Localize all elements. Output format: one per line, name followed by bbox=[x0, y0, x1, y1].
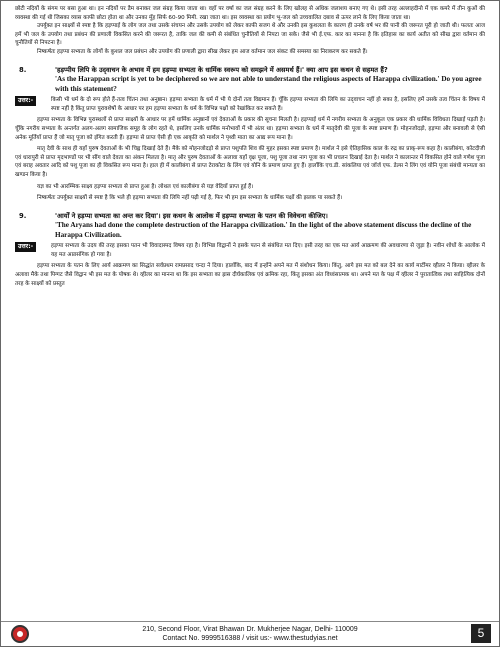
page-content bbox=[15, 5, 485, 288]
question-body bbox=[55, 212, 485, 241]
footer-contact: Contact No. 9999516388 / visit us:- www.thestudyias.net bbox=[162, 635, 338, 642]
answer-paragraph: यज्ञ का भी आरम्भिक साक्ष्य हड़प्पा सभ्यता से प्राप्त हुआ है। लोथल एवं कालीबंगा से यज्ञ वेदियाँ प्राप्त हुई हैं। bbox=[37, 183, 254, 190]
paragraph: उपर्युक्त इन साक्ष्यों से स्पष्ट है कि हड़प्पाई के लोग जल तथा उसके संचयन और उसके उपयोग को लेकर काफी सजग थे और उनकी इस कुशलता के कारण ही उनके वर्ष भर की पानी की जरूरत पूरी हो जाती थी। फलतः आज हमें भी जल के उपयोग तथा प्रबंधन की प्रणाली विकसित करने की जरूरत है, ताकि जल की कमी से संबंधित चुनौतियों से निपटा जा सके। जैसे भी ई.एफ. कार का मानना है कि इतिहास का कार्य अतीत को सीख द्वारा वर्तमान की चुनौतियों से निपटना है। bbox=[15, 23, 485, 47]
question-8 bbox=[15, 66, 485, 95]
answer-paragraph: हड़प्पा सभ्यता के पतन के लिए आर्य आक्रमण का सिद्धांत सर्वप्रथम रामप्रसाद चन्दा ने दिया। हालाँकि, बाद में इन्होंने अपने मत में संशोधन किया। किंतु, आगे इस मत को बल देने का कार्य मार्टीमर व्हीलर ने किया। व्हीलर के अलावा मैके तथा पिग्गट जैसे विद्वान भी इस मत के पोषक थे। व्हीलर का मानना था कि इस सभ्यता का ह्रास दीर्घकालिक एवं क्रमिक रहा, किंतु इसका अंत विध्वंसात्मक था। अपने मत के पक्ष में व्हीलर ने पुरातात्विक तथा साहित्यिक दोनों तरह के साक्ष्यों को प्रस्तुत bbox=[15, 263, 485, 287]
answer-9 bbox=[15, 242, 485, 259]
answer-tag: उत्तर:- bbox=[15, 242, 36, 252]
answer-paragraph: निष्कर्षतः उपर्युक्त साक्ष्यों से स्पष्ट है कि भले ही हड़प्पा सभ्यता की लिपि नहीं पढ़ी गई है, फिर भी हम इस सभ्यता के धार्मिक पक्षों की झलक पा सकते हैं। bbox=[37, 195, 343, 202]
answer-paragraph: किसी भी धर्म के दो रूप होते हैं-तत्व चिंतन तथा अनुष्ठान। हड़प्पा सभ्यता के धर्म में भी ये दोनों तत्व विद्यमान हैं। चूँकि हड़प्पा सभ्यता की लिपि का उद्‌वाचन नहीं हो सका है, इसलिए हमें उसके तत्व चिंतन के विषय में स्पष्ट नहीं है किंतु प्राप्त पुरावशेषों के आधार पर हम हड़प्पा सभ्यता के धर्म के विभिन्न पक्षों को रेखांकित कर सकते हैं। bbox=[51, 97, 485, 112]
institute-logo-icon bbox=[11, 625, 29, 643]
answer-8 bbox=[15, 96, 485, 113]
page-number: 5 bbox=[471, 624, 491, 643]
answer-paragraph: हड़प्पा सभ्यता के उदय की तरह इसका पतन भी विवादास्पद विषय रहा है। विभिन्न विद्वानों ने इसके पतन से संबंधित मत दिए। इसी तरह का एक मत आर्य आक्रमण की अवधारणा से जुड़ा है। नवीन शोधों के आलोक में यह मत अप्रासंगिक हो गया है। bbox=[51, 243, 485, 258]
footer-address: 210, Second Floor, Virat Bhawan Dr. Mukherjee Nagar, Delhi- 110009 bbox=[142, 626, 358, 633]
question-9 bbox=[15, 212, 485, 241]
answer-paragraph: मातृ देवी के साथ ही यहाँ पुरुष देवताओं के भी चिह्न दिखाई देते हैं। मैके को मोहनजोदड़ो से प्राप्त पशुपति शिव की मुहर इसका स्पष्ट प्रमाण है। मार्शल ने इसे ऐतिहासिक काल के रुद्र का प्राक्-रूप कहा है। कालीबंगा, कोटदीजी एवं धारापुरी से प्राप्त मृदभाण्डों पर भी सींग वाले देवता का अंकन मिलता है। मातृ और पुरुष देवताओं के अलावा यहाँ वृक्ष पूजा, पशु पूजा तथा नाग पूजा का भी प्रचलन दिखाई देता है। मार्शल ने कालान्तर में विकसित होने वाले गणेश पूजा एवं बराह अवतार आदि को पशु पूजा का ही विकसित रूप माना है। हाल ही में कालीबंगा से प्राप्त टेराकोटा के लिंग एवं योनि के प्रमाण प्राप्त हुए हैं। हालाँकि एच.डी. सांकलिया एवं जॉर्ज एफ. डेल्स ने लिंग एवं योनि पूजा संबंधी मान्यता का खण्डन किया है। bbox=[15, 146, 485, 178]
footer-address-block bbox=[1, 625, 499, 643]
paragraph: निष्कर्षतः हड़प्पा सभ्यता के लोगों के कुशल जल प्रबंधन और उपयोग की प्रणाली द्वारा सीख लेकर हम आज वर्तमान जल संकट की समस्या का निराकरण कर सकते हैं। bbox=[37, 48, 368, 55]
paragraph: छोटी नदियों के संगम पर बसा हुआ था। इन नदियों पर डैम बनाकर जल संग्रह किया जाता था। वहाँ पर वर्षा का जल संग्रह करने के लिए खोलह से अधिक जलाशय बनाए गए थे। इसी तरह अल्लाहदीनो में एक कमरे में तीन कुओं की व्यवस्था की गई थी जिसका व्यास काफी छोटा होता था और उनका मुँह सिर्फ 60-90 मिमी. रखा जाता था। इस व्यवस्था का प्रयोग भू-जल को उच्चवालित दबाव से ऊपर लाने के लिए किया जाता था। bbox=[15, 6, 485, 21]
question-number: 8. bbox=[19, 65, 27, 74]
page-footer bbox=[1, 621, 499, 646]
answer-tag: उत्तर:- bbox=[15, 96, 36, 106]
question-english: 'The Aryans had done the complete destruction of the Harappa civilization.' In the light of the above statement discuss the decline of the Harappa Civilization. bbox=[55, 221, 472, 239]
question-hindi: 'आर्यों ने हड़प्पा सभ्यता का अन्त कर दिया'। इस कथन के आलोक में हड़प्पा सभ्यता के पतन की विवेचना कीजिए। bbox=[55, 211, 328, 220]
question-hindi: 'हड़प्पीय लिपि के उद्‌वाचन के अभाव में हम हड़प्पा सभ्यता के धार्मिक स्वरूप को समझने में असमर्थ हैं।' क्या आप इस कथन से सहमत हैं? bbox=[55, 65, 388, 74]
answer-paragraph: हड़प्पा सभ्यता के विभिन्न पुरास्थलों से प्राप्त साक्ष्यों के आधार पर हमें धार्मिक अनुष्ठानों एवं देवताओं के प्रकार की सूचना मिलती है। हड़प्पाई धर्म में नगरीय सभ्यता के अनुकूल एक प्रकार की धार्मिक विविधता दिखाई पड़ती है। चूँकि नगरीय सभ्यता के अन्तर्गत अलग-अलग सामाजिक समूह के लोग रहते थे, इसलिए उनके धार्मिक मनोभावों में भी अंतर था। हड़प्पा सभ्यता के धर्म में मातृदेवी की पूजा के स्पष्ट प्रमाण हैं। मोहनजोदड़ो, हड़प्पा और बनावली से ऐसी अनेक मूर्तियाँ प्राप्त हैं जो मातृ पूजा को इंगित करती हैं। हड़प्पा से प्राप्त ऐसी ही एक आकृति को मार्शल ने पृथ्वी माता का आद्य रूप माना है। bbox=[15, 117, 485, 141]
question-number: 9. bbox=[19, 211, 27, 220]
question-body bbox=[55, 66, 485, 95]
question-english: 'As the Harappan script is yet to be deciphered so we are not able to understand the religious aspects of Harappa civilization.' Do you agree with this statement? bbox=[55, 74, 482, 93]
